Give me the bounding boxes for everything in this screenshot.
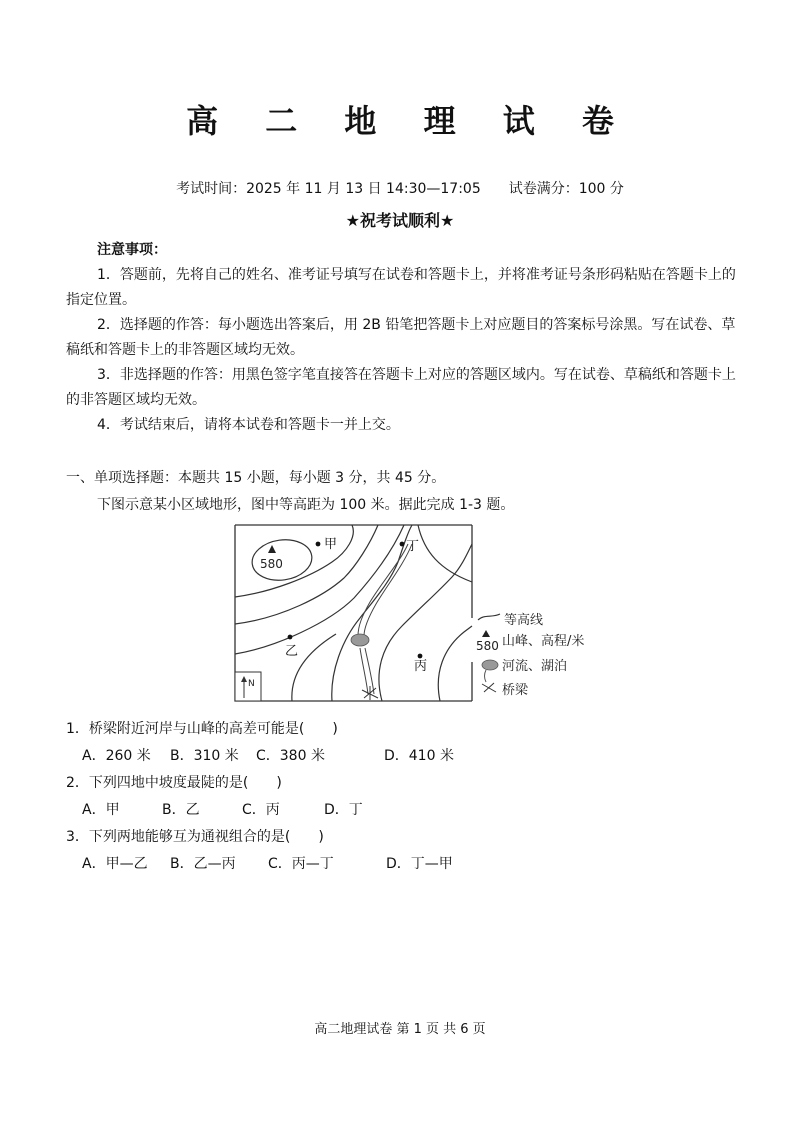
exam-score: 试卷满分：100 分 [508,181,624,197]
option[interactable]: B．乙 [162,802,200,818]
place-bing: 丙 [414,659,428,674]
good-luck-line: ★祝考试顺利★ [345,211,455,230]
place-dot-jia [316,542,321,547]
bridge-icon [362,686,378,700]
river [358,544,412,694]
question-1-stem: 1．桥梁附近河岸与山峰的高差可能是( ) [66,721,338,737]
notes-block [66,238,736,438]
legend-water: 河流、湖泊 [502,659,568,674]
option[interactable]: D．丁—甲 [386,856,453,872]
place-jia: 甲 [324,537,338,552]
option[interactable]: D．410 米 [384,748,454,764]
legend-peak-value: 580 [476,639,499,653]
place-dot-ding [400,542,405,547]
place-yi: 乙 [285,644,299,659]
question-2-options [82,799,363,819]
option[interactable]: B．乙—丙 [170,856,236,872]
question-3-stem: 3．下列两地能够互为通视组合的是( ) [66,829,324,845]
page-footer: 高二地理试卷 第 1 页 共 6 页 [314,1022,486,1037]
section-heading: 一、单项选择题：本题共 15 小题，每小题 3 分，共 45 分。 [66,470,446,486]
place-dot-bing [418,654,423,659]
legend-bridge-icon [482,683,496,692]
legend-contour-icon [478,614,500,620]
question-2-stem: 2．下列四地中坡度最陡的是( ) [66,775,282,791]
place-dot-yi [288,635,293,640]
contour-map [232,522,592,704]
north-label: N [248,679,255,689]
page-title: 高 二 地 理 试 卷 [186,102,632,140]
note-item: 2．选择题的作答：每小题选出答案后，用 2B 铅笔把答题卡上对应题目的答案标号涂黑。写在试卷、草稿纸和答题卡上的非答题区域均无效。 [66,317,736,358]
notes-heading: 注意事项： [97,242,167,258]
option[interactable]: C．丙—丁 [268,856,334,872]
question-3-options [82,853,453,873]
legend-peak-icon [482,630,490,637]
question-intro: 下图示意某小区域地形，图中等高距为 100 米。据此完成 1-3 题。 [97,497,515,513]
note-item: 3．非选择题的作答：用黑色签字笔直接答在答题卡上对应的答题区域内。写在试卷、草稿纸和答题卡上的非答题区域均无效。 [66,367,736,408]
option[interactable]: A．甲—乙 [82,856,148,872]
option[interactable]: B．310 米 [170,748,239,764]
legend-bridge: 桥梁 [502,683,529,698]
place-ding: 丁 [406,539,420,554]
note-item: 1．答题前，先将自己的姓名、准考证号填写在试卷和答题卡上，并将准考证号条形码粘贴在答题卡上的指定位置。 [66,267,736,308]
legend-water-stream-icon [485,670,487,682]
option[interactable]: A．260 米 [82,748,151,764]
peak-value: 580 [260,557,283,571]
option[interactable]: C．380 米 [256,748,325,764]
note-item: 4．考试结束后，请将本试卷和答题卡一并上交。 [97,417,400,433]
peak-icon [268,545,276,553]
lake [351,634,369,646]
exam-time: 考试时间：2025 年 11 月 13 日 14:30—17:05 [176,181,481,197]
question-1-options [82,745,454,765]
option[interactable]: D．丁 [324,802,363,818]
option[interactable]: C．丙 [242,802,280,818]
legend-contour: 等高线 [504,613,544,628]
exam-meta [0,178,800,198]
option[interactable]: A．甲 [82,802,120,818]
legend-water-icon [482,660,498,670]
legend-peak: 山峰、高程/米 [502,634,585,649]
